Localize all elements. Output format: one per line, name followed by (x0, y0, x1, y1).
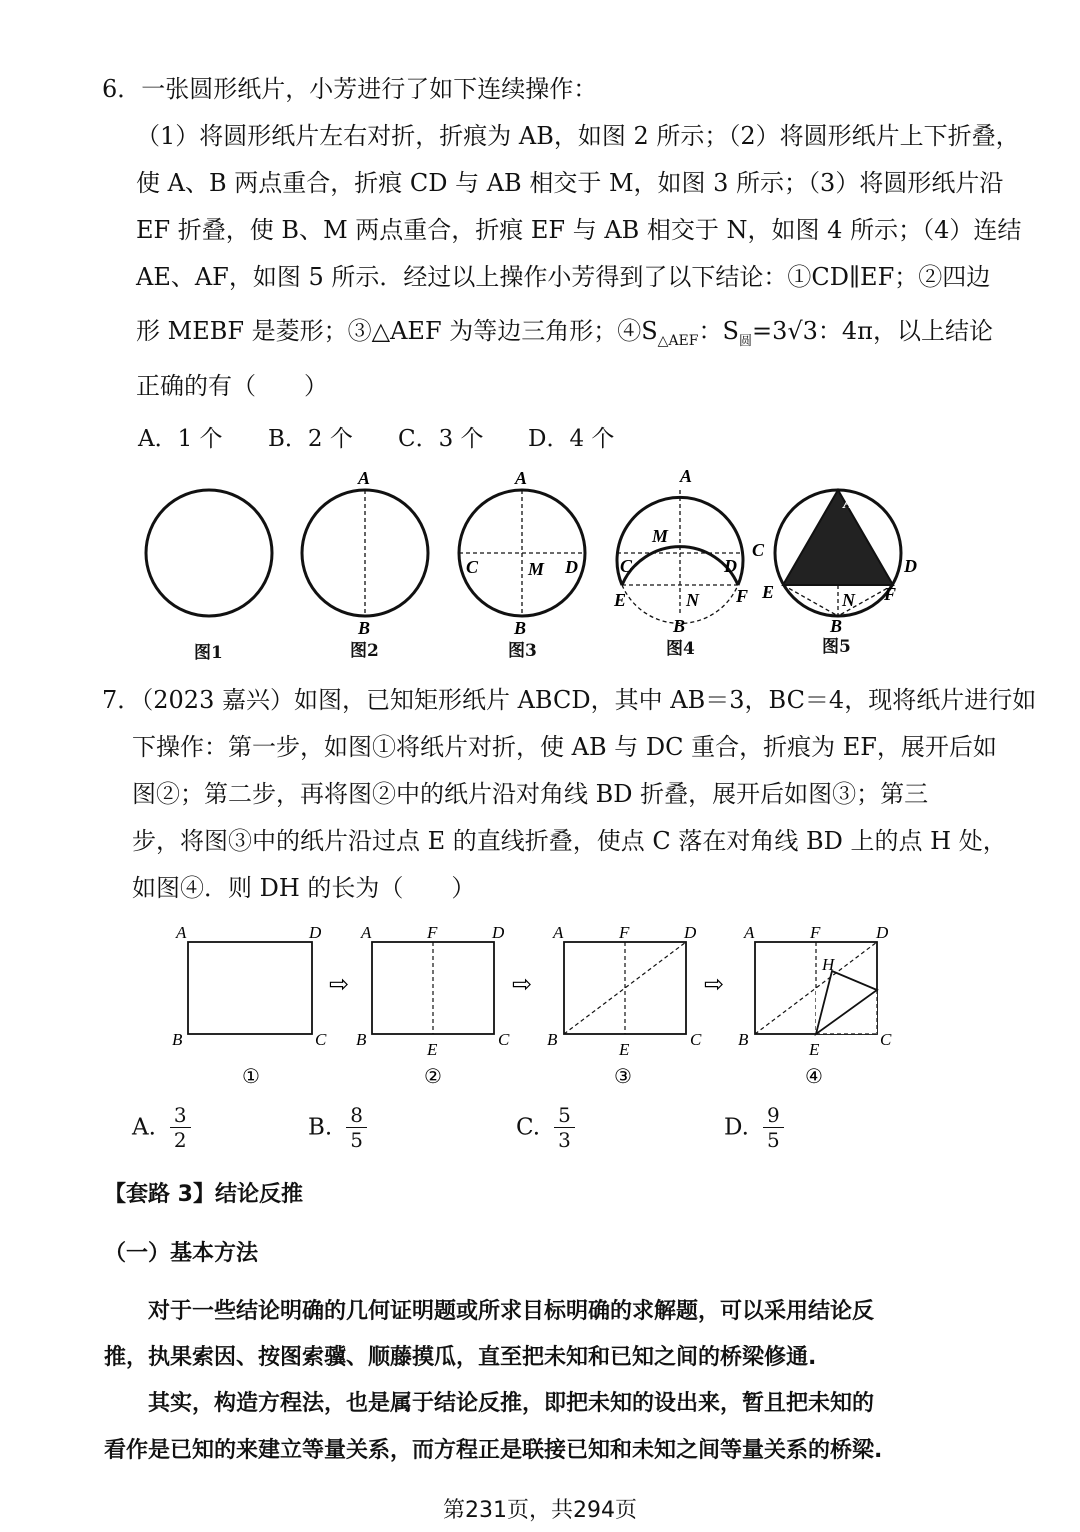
q6-option-a[interactable]: A．1 个 (138, 426, 223, 452)
q6-option-d[interactable]: D．4 个 (528, 426, 615, 452)
section-subtitle: （一）基本方法 (104, 1241, 259, 1266)
q6-line-5 (136, 316, 993, 357)
fig5-caption: 图5 (822, 637, 851, 657)
fig3-label-c: C (466, 557, 479, 577)
q7-option-a-fraction (170, 1103, 191, 1152)
section-title: 【套路 3】结论反推 (104, 1182, 303, 1207)
q6-line-2: 使 A、B 两点重合，折痕 CD 与 AB 相交于 M，如图 3 所示；（3）将圆形纸片沿 (136, 169, 1004, 197)
q7-caption-4: ④ (805, 1066, 823, 1088)
q7-fig1-label-c: C (315, 1030, 327, 1049)
q7-fig3-label-c: C (690, 1030, 702, 1049)
fig5-label-f: F (884, 584, 897, 604)
fig4-label-b: B (673, 616, 686, 636)
q7-fig4-label-d: D (876, 923, 889, 942)
q7-fig3-label-f: F (619, 923, 630, 942)
q6-figures (0, 460, 1080, 670)
fig5-dash-eb (783, 585, 838, 616)
q7-option-d-den: 5 (766, 1128, 780, 1152)
q7-option-a[interactable] (132, 1103, 191, 1152)
q7-option-d-num: 9 (763, 1103, 784, 1128)
q7-option-c-letter: C. (516, 1114, 541, 1141)
q7-option-c[interactable] (516, 1103, 575, 1152)
q7-option-a-num: 3 (170, 1103, 191, 1128)
q7-caption-1: ① (242, 1066, 260, 1088)
q7-option-b-den: 5 (350, 1128, 363, 1152)
q7-fig1-label-d: D (309, 923, 322, 942)
q7-option-d[interactable] (724, 1103, 784, 1152)
fig1-caption: 图1 (194, 643, 223, 663)
fig5-label-d: D (904, 556, 917, 576)
q7-line-2: 下操作：第一步，如图①将纸片对折，使 AB 与 DC 重合，折痕为 EF，展开后如 (132, 733, 997, 761)
paragraph-2-line-2: 看作是已知的来建立等量关系，而方程正是联接已知和未知之间等量关系的桥梁. (104, 1438, 883, 1463)
q7-option-a-den: 2 (173, 1128, 187, 1152)
q7-fig2-label-c: C (498, 1030, 510, 1049)
q7-arrow-2: ⇨ (512, 972, 533, 998)
fig5-label-n: N (842, 590, 855, 610)
paragraph-1-line-1: 对于一些结论明确的几何证明题或所求目标明确的求解题，可以采用结论反 (148, 1299, 875, 1324)
q7-line-4: 步，将图③中的纸片沿过点 E 的直线折叠，使点 C 落在对角线 BD 上的点 H 处， (132, 827, 1007, 855)
fig2-caption: 图2 (350, 641, 379, 661)
q7-fig3-label-a: A (553, 923, 564, 942)
q7-fig1-label-b: B (172, 1030, 183, 1049)
q7-option-c-den: 3 (558, 1128, 571, 1152)
q6-line-5b: ：S (698, 317, 739, 345)
q6-sub-circle: 圆 (738, 333, 752, 349)
fig4-label-e: E (614, 590, 627, 610)
q6-sub-aef: △AEF (657, 332, 699, 349)
q6-line-1: （1）将圆形纸片左右对折，折痕为 AB，如图 2 所示；（2）将圆形纸片上下折叠， (136, 122, 1020, 150)
fig3-label-b: B (514, 618, 527, 638)
q7-fig4-label-f: F (810, 923, 821, 942)
fig5-label-a: A (843, 495, 854, 512)
q7-option-c-fraction (554, 1103, 575, 1152)
q6-sqrt3: √3 (787, 317, 818, 345)
q6-line-5c: =3 (751, 317, 788, 345)
q6-option-c[interactable]: C．3 个 (398, 426, 484, 452)
fig5-label-c: C (752, 540, 765, 560)
q7-fig1-label-a: A (176, 923, 187, 942)
q6-line-6: 正确的有（ ） (136, 372, 328, 400)
q7-option-b-fraction (346, 1103, 367, 1152)
q7-option-b-num: 8 (346, 1103, 367, 1128)
q6-line-4: AE、AF，如图 5 所示．经过以上操作小芳得到了以下结论：①CD∥EF；②四边 (136, 263, 991, 291)
fig5-label-e: E (762, 582, 775, 602)
fig5-label-b: B (830, 616, 843, 636)
q7-line-1: 7．（2023 嘉兴）如图，已知矩形纸片 ABCD，其中 AB＝3，BC＝4，现将纸片进行如 (102, 686, 1037, 714)
q6-option-b[interactable]: B．2 个 (268, 426, 353, 452)
fig4-label-n: N (686, 590, 699, 610)
q7-figures (0, 918, 1080, 1088)
paragraph-1-line-2: 推，执果索因、按图索骥、顺藤摸瓜，直至把未知和已知之间的桥梁修通. (104, 1345, 817, 1370)
q7-caption-3: ③ (614, 1066, 632, 1088)
q6-line-5d: ：4π，以上结论 (817, 317, 993, 345)
q6-stem: 6．一张圆形纸片，小芳进行了如下连续操作： (102, 75, 598, 103)
q7-fig2-label-f: F (427, 923, 438, 942)
fig1-circle (146, 490, 272, 616)
fig4-label-a: A (680, 466, 693, 486)
fig4-label-c: C (620, 556, 633, 576)
fig4-label-d: D (724, 556, 737, 576)
q7-arrow-3: ⇨ (704, 972, 725, 998)
q7-fig4-label-h: H (822, 955, 835, 974)
q7-fig3-label-b: B (547, 1030, 558, 1049)
q7-option-a-letter: A. (132, 1114, 156, 1141)
q7-fig4-label-b: B (738, 1030, 749, 1049)
q7-option-b-letter: B. (308, 1114, 333, 1141)
fig4-label-m: M (652, 526, 669, 546)
q7-line-5: 如图④．则 DH 的长为（ ） (132, 874, 476, 902)
q7-fig3-label-d: D (684, 923, 697, 942)
fig3-caption: 图3 (508, 641, 537, 661)
fig2-label-a: A (358, 468, 371, 488)
q7-fig1-rect (188, 942, 312, 1034)
q6-line-3: EF 折叠，使 B、M 两点重合，折痕 EF 与 AB 相交于 N，如图 4 所示；（4）连结 (136, 216, 1022, 244)
q7-arrow-1: ⇨ (329, 972, 350, 998)
q7-fig4-label-c: C (880, 1030, 892, 1049)
q7-fig2-label-e: E (427, 1040, 438, 1059)
q7-fig2-label-d: D (492, 923, 505, 942)
page-footer: 第231页，共294页 (443, 1498, 637, 1523)
q7-caption-2: ② (424, 1066, 442, 1088)
q7-option-d-letter: D. (724, 1114, 749, 1141)
paragraph-2-line-1: 其实，构造方程法，也是属于结论反推，即把未知的设出来，暂且把未知的 (148, 1391, 875, 1416)
fig4-caption: 图4 (666, 639, 695, 659)
q7-fig3-label-e: E (619, 1040, 630, 1059)
fig3-label-a: A (515, 468, 528, 488)
q7-line-3: 图②；第二步，再将图②中的纸片沿对角线 BD 折叠，展开后如图③；第三 (132, 780, 929, 808)
q7-fig2-label-b: B (356, 1030, 367, 1049)
fig3-label-d: D (565, 557, 578, 577)
q6-line-5a: 形 MEBF 是菱形；③△AEF 为等边三角形；④S (136, 317, 658, 345)
q7-option-c-num: 5 (554, 1103, 575, 1128)
fig4-label-f: F (736, 586, 749, 606)
q7-fig4-label-a: A (744, 923, 755, 942)
q7-option-b[interactable] (308, 1103, 367, 1152)
q7-fig2-label-a: A (361, 923, 372, 942)
q7-fig4-label-e: E (809, 1040, 820, 1059)
q7-option-d-fraction (763, 1103, 784, 1152)
fig3-label-m: M (528, 559, 545, 579)
fig2-label-b: B (358, 618, 371, 638)
